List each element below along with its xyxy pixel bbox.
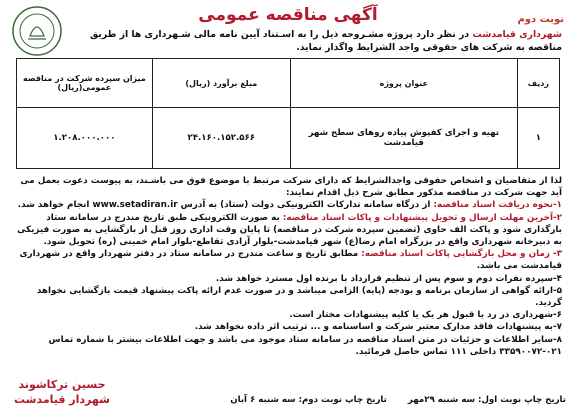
municipality-seal [10, 4, 64, 58]
col-estimate: مبلغ برآورد (ریال) [152, 59, 290, 108]
notice-title: آگهی مناقصه عمومی [198, 5, 378, 25]
condition-4: ۴-سپرده نفرات دوم و سوم پس از تنظیم قرارداد با برنده اول مسترد خواهد شد. [215, 273, 562, 284]
condition-3: ۳- زمان و محل بازگشایی پاکات اسناد مناقصه: مطابق تاریخ و ساعت مندرج در سامانه ستاد در دفتر شهردار واقع در شهرداری قیامدشت می باشد. [19, 249, 562, 272]
cell-deposit: ۱.۲۰۸.۰۰۰.۰۰۰ [17, 108, 153, 169]
col-row-number: ردیف [517, 59, 559, 108]
organization-name: شهرداری قیامدشت [472, 29, 562, 40]
col-project-title: عنوان پروژه [290, 59, 517, 108]
condition-1: ۱-نحوه دریافت اسناد مناقصه: از درگاه سامانه تدارکات الکترونیکی دولت (ستاد) به آدرس www.setadiran.ir انجام خواهد شد. [17, 200, 562, 211]
second-print-date: تاریخ چاپ نوبت دوم: سه شنبه ۶ آبان [230, 395, 387, 405]
cell-estimate: ۲۴.۱۶۰.۱۵۲.۵۶۶ [152, 108, 290, 169]
signature [14, 377, 110, 407]
table-row [17, 108, 560, 169]
cell-row-number: ۱ [517, 108, 559, 169]
condition-6: ۶-شهرداری در رد یا قبول هر یک یا کلیه پیشنهادات مختار است. [289, 310, 562, 321]
condition-5: ۵-ارائه گواهی از سازمان برنامه و بودجه (پایه) الزامی میباشد و در صورت عدم ارائه پاکت پیشنهاد قیمت بازگشایی نخواهد گردید. [36, 285, 562, 309]
footer [10, 367, 566, 407]
intro-paragraph [70, 28, 562, 54]
condition-8: ۸-سایر اطلاعات و جزئیات در متن اسناد مناقصه در سامانه ستاد موجود می باشد و جهت اطلاعات بیشتر با شماره تماس ۰۲۱-۳۳۵۹۰۰۷۲ داخلی ۱۱۱ تماس حاصل فرمائید. [48, 334, 562, 357]
signer-name: حسین ترکاشوند [18, 378, 106, 391]
notice-round: نوبت دوم [517, 14, 564, 25]
first-print-date: تاریخ چاپ نوبت اول: سه شنبه ۲۹مهر [407, 395, 566, 405]
intro-text: در نظر دارد پروژه مشـروحه ذیل را به اسـتناد آیین نامه مالی شـهرداری ها از طریق مناقصه به شرکت های حقوقی واجد الشرایط واگذار نماید. [89, 29, 562, 53]
table-header-row [17, 59, 560, 108]
col-deposit: میزان سپرده شرکت در مناقصه عمومی(ریال) [17, 59, 153, 108]
signer-title: شهردار قیامدشت [14, 393, 110, 406]
conditions [14, 175, 562, 358]
cell-project-title: تهیه و اجرای کفپوش پیاده روهای سطح شهر قیامدشت [290, 108, 517, 169]
project-table [16, 58, 560, 169]
condition-7: ۷-به پیشنهادات فاقد مدارک معتبر شرکت و اساسنامه و ... ترتیب اثر داده نخواهد شد. [194, 322, 562, 333]
condition-2: ۲-آخرین مهلت ارسال و تحویل پیشنهادات و پاکات اسناد مناقصه: به صورت الکترونیکی طبق تاریخ مندرج در سامانه ستاد بارگذاری شود و پاکت الف حاوی (تضمین سپرده شرکت در مناقصه) تا پایان وقت اداری روز قبل از بازگشایی به صورت فیزیکی به دبیرخانه شهرداری واقع در بزرگراه امام رضا(ع) شهر قیامدشت-بلوار آزادی تقاطع-بلوار امام خمینی (ره) تحویل شود. [17, 212, 562, 248]
print-dates [212, 395, 566, 405]
invitation-paragraph: لذا از متقاضیان و اشخاص حقوقی واجدالشرایط که دارای شرکت مرتبط با موضوع فوق می باشـند، به پیوست دعوت بعمل می آید جهت شرکت در مناقصه مذکور مطابق شرح ذیل اقدام نمایند: [20, 176, 562, 199]
